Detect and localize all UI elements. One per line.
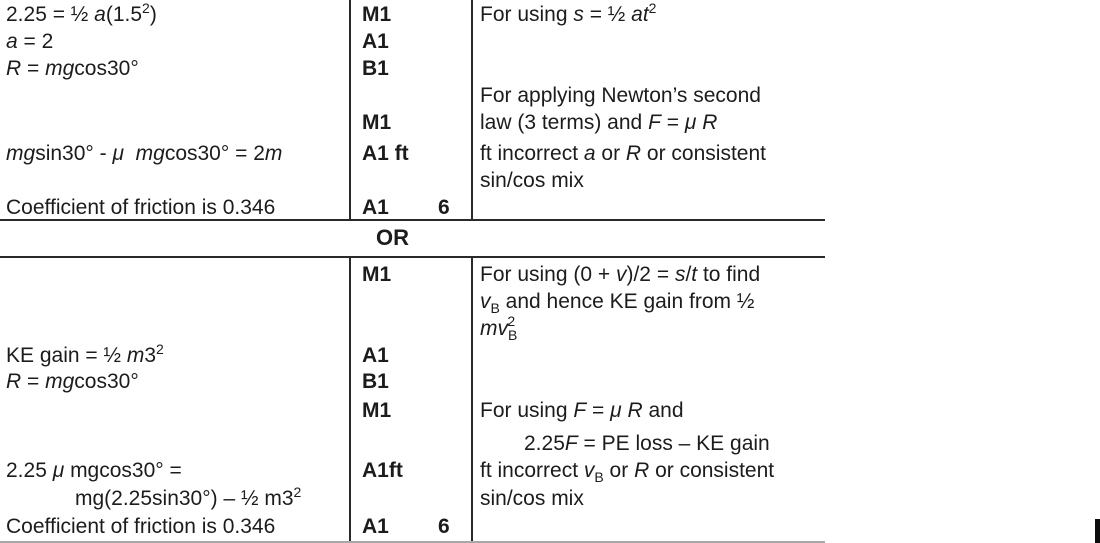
mark-b2-a1ft: A1ft: [362, 459, 403, 482]
comment-b2-line6: ft incorrect $v_B$ or R or consistent: [480, 459, 775, 485]
comment-b1-line2: For applying Newton’s second: [480, 84, 761, 107]
work-b2-line1: KE gain = ½ $m3^2$: [6, 341, 164, 367]
mark-b2-a1b: A1: [362, 515, 389, 538]
mark-b1-m1a: M1: [362, 3, 392, 26]
or-strip-bottom-rule: [0, 256, 825, 258]
comment-b2-line5: 2.25F = PE loss – KE gain: [524, 432, 770, 455]
text-cursor-bar: [1095, 519, 1100, 543]
comment-b1-line4: ft incorrect a or R or consistent: [480, 142, 766, 165]
work-b1-line2: a = 2: [6, 30, 54, 53]
comment-b1-line1: For using s = ½ $at^2$: [480, 0, 657, 26]
mark-b2-b1: B1: [362, 370, 389, 393]
mark-b1-total: 6: [438, 196, 450, 219]
mark-b1-a1ft: A1 ft: [362, 142, 409, 165]
column-divider-comments-top: [471, 0, 473, 219]
work-b1-line5: Coefficient of friction is 0.346: [6, 196, 276, 219]
column-divider-marks-bottom: [349, 258, 351, 543]
comment-b1-line5: sin/cos mix: [480, 169, 584, 192]
work-b1-line1: 2.25 = ½ $a(1.5^2)$: [6, 0, 157, 26]
work-b2-line4: mg(2.25sin30°) – ½ $m3^2$: [75, 484, 302, 510]
mark-b2-a1a: A1: [362, 344, 389, 367]
comment-b1-line3: law (3 terms) and F = μ R: [480, 111, 718, 134]
mark-b2-total: 6: [438, 515, 450, 538]
comment-b2-line1: For using (0 + v)/2 = s/t to find: [480, 263, 761, 286]
comment-b2-line2: $v_B$ and hence KE gain from ½: [480, 290, 755, 316]
mark-b1-a1a: A1: [362, 30, 389, 53]
or-strip-top-rule: [0, 219, 825, 221]
work-b2-line3: 2.25 μ mgcos30° =: [6, 459, 182, 482]
work-b1-line4: mgsin30° - μ mgcos30° = 2m: [6, 142, 283, 165]
work-b2-line2: R = mgcos30°: [6, 370, 139, 393]
work-b1-line3: R = mgcos30°: [6, 57, 139, 80]
column-divider-comments-bottom: [471, 258, 473, 543]
comment-b2-line7: sin/cos mix: [480, 487, 584, 510]
mark-b2-m1b: M1: [362, 399, 392, 422]
mark-b1-m1b: M1: [362, 111, 392, 134]
mark-b1-a1b: A1: [362, 196, 389, 219]
column-divider-marks-top: [349, 0, 351, 219]
mark-b2-m1a: M1: [362, 263, 392, 286]
or-label: OR: [376, 225, 409, 250]
work-b2-line5: Coefficient of friction is 0.346: [6, 515, 276, 538]
mark-b1-b1: B1: [362, 57, 389, 80]
comment-b2-line3: $mv_B^2$: [480, 313, 518, 343]
comment-b2-line4: For using F = μ R and: [480, 399, 684, 422]
